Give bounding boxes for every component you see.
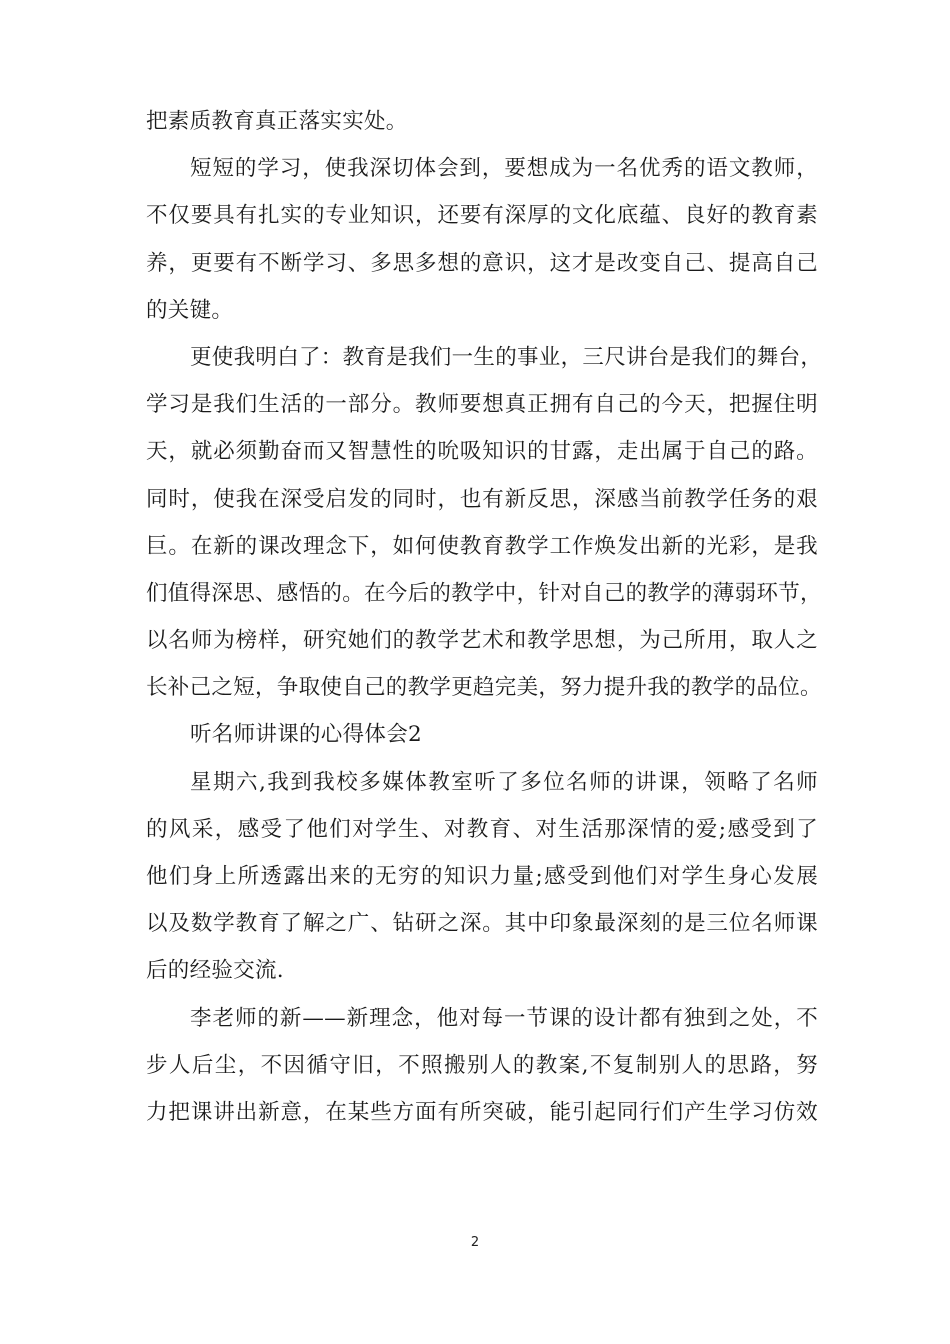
text-line: 不仅要具有扎实的专业知识，还要有深厚的文化底蕴、良好的教育素 <box>146 203 818 229</box>
text-line: 学习是我们生活的一部分。教师要想真正拥有自己的今天，把握住明 <box>146 392 818 418</box>
text-line: 更使我明白了：教育是我们一生的事业，三尺讲台是我们的舞台， <box>190 344 823 370</box>
text-line: 把素质教育真正落实实处。 <box>146 109 408 134</box>
text-line: 养，更要有不断学习、多思多想的意识，这才是改变自己、提高自己 <box>146 250 818 276</box>
heading-text: 听名师讲课的心得体会2 <box>190 722 422 748</box>
text-line: 以及数学教育了解之广、钻研之深。其中印象最深刻的是三位名师课 <box>146 911 818 937</box>
text-line: 力把课讲出新意，在某些方面有所突破，能引起同行们产生学习仿效 <box>146 1099 818 1125</box>
page-number: 2 <box>470 1235 480 1250</box>
section-heading <box>146 711 818 758</box>
text-line: 天，就必须勤奋而又智慧性的吮吸知识的甘露，走出属于自己的路。 <box>146 439 818 465</box>
text-line: 的关键。 <box>146 297 234 323</box>
paragraph-4 <box>146 759 818 995</box>
text-line: 他们身上所透露出来的无穷的知识力量;感受到他们对学生身心发展 <box>146 864 818 889</box>
text-line: 们值得深思、感悟的。在今后的教学中，针对自己的教学的薄弱环节， <box>146 580 822 606</box>
text-line: 李老师的新——新理念，他对每一节课的设计都有独到之处，不 <box>190 1005 818 1031</box>
paragraph-2 <box>146 145 818 334</box>
text-line: 长补己之短，争取使自己的教学更趋完美，努力提升我的教学的品位。 <box>146 675 822 701</box>
text-line: 同时，使我在深受启发的同时，也有新反思，深感当前教学任务的艰 <box>146 486 818 512</box>
text-line: 后的经验交流. <box>146 958 284 984</box>
text-line: 巨。在新的课改理念下，如何使教育教学工作焕发出新的光彩，是我 <box>146 533 818 559</box>
text-line: 的风采，感受了他们对学生、对教育、对生活那深情的爱;感受到了 <box>146 816 818 842</box>
text-line: 星期六,我到我校多媒体教室听了多位名师的讲课，领略了名师 <box>190 769 818 795</box>
paragraph-3 <box>146 334 823 712</box>
text-line: 以名师为榜样，研究她们的教学艺术和教学思想，为己所用，取人之 <box>146 628 818 654</box>
paragraph-1 <box>146 98 818 145</box>
paragraph-5 <box>146 995 818 1137</box>
text-line: 步人后尘，不因循守旧，不照搬别人的教案,不复制别人的思路，努 <box>146 1052 818 1078</box>
document-body <box>146 98 823 1136</box>
text-line: 短短的学习，使我深切体会到，要想成为一名优秀的语文教师， <box>190 156 818 182</box>
